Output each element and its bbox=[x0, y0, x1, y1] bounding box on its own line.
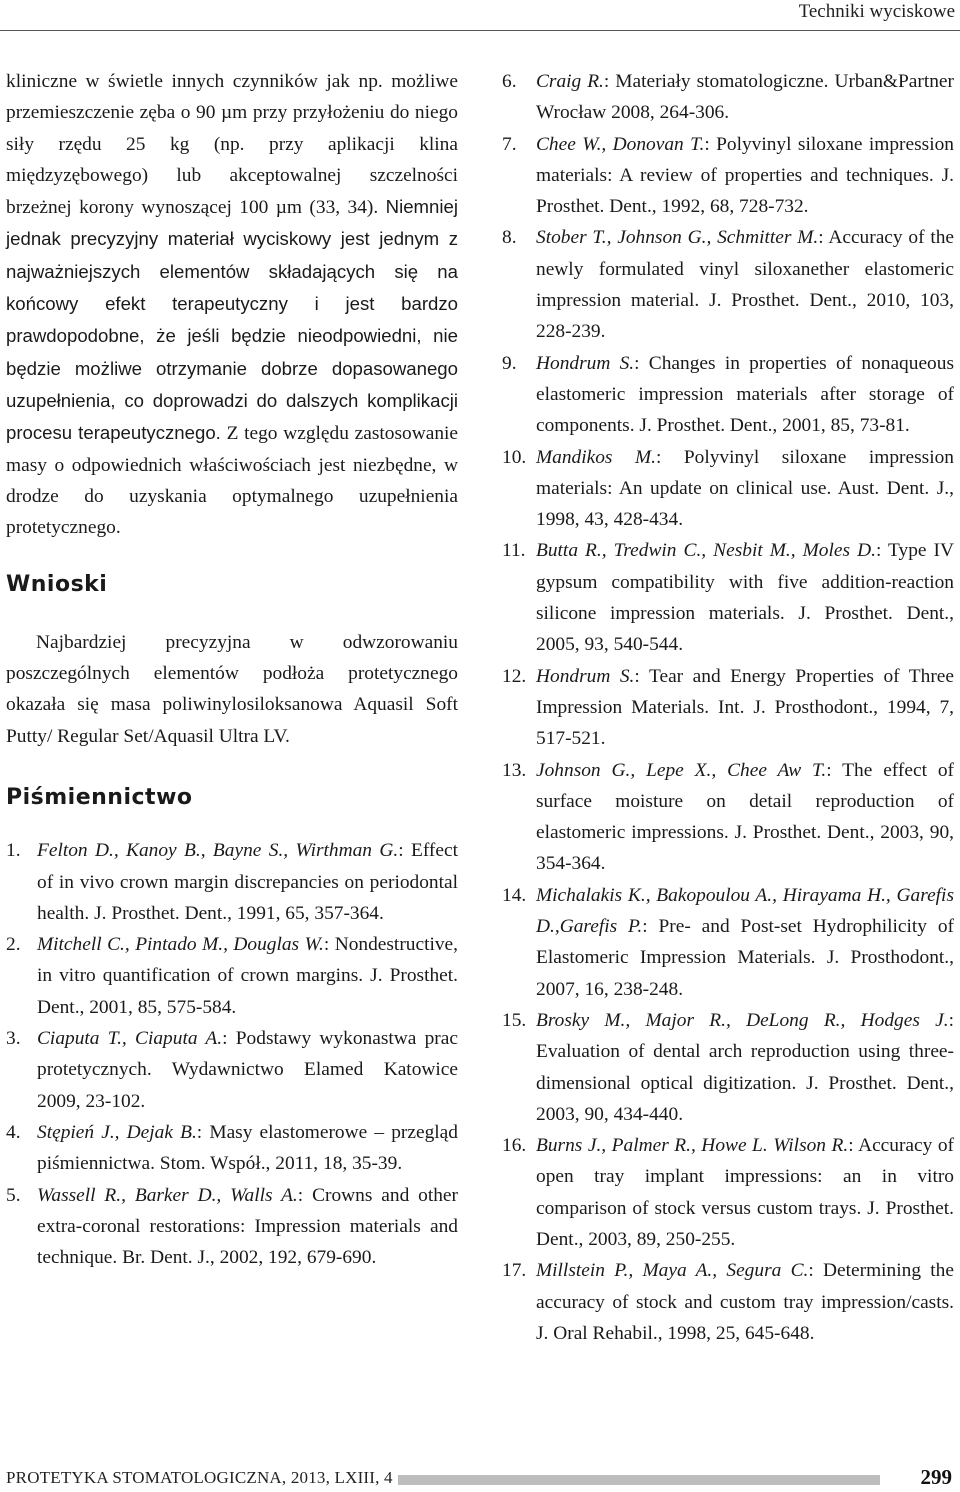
reference-item: 16. Burns J., Palmer R., Howe L. Wilson R.: Accuracy of open tray implant impressions: an in vitro comparison of stock versus custom trays. J. Prosthet. Dent., 2003, 89, 250-255. bbox=[502, 1130, 954, 1255]
reference-authors: Hondrum S. bbox=[536, 352, 635, 374]
reference-number: 5. bbox=[6, 1184, 21, 1206]
reference-text: Podstawy wykonastwa prac protetycznych. Wydawnictwo Elamed Katowice 2009, 23-102. bbox=[37, 1028, 458, 1112]
reference-item: 14. Michalakis K., Bakopoulou A., Hirayama H., Garefis D.,Garefis P.: Pre- and Post-set Hydrophilicity of Elastomeric Impression Materials. J. Prosthodont., 2007, 16, 238-248. bbox=[502, 880, 954, 1005]
header-rule bbox=[0, 30, 960, 31]
page-number: 299 bbox=[920, 1465, 952, 1489]
reference-text: Masy elastomerowe – przegląd piśmiennictwa. Stom. Współ., 2011, 18, 35-39. bbox=[37, 1121, 458, 1175]
reference-item: 4. Stępień J., Dejak B.: Masy elastomerowe – przegląd piśmiennictwa. Stom. Współ., 2011, 18, 35-39. bbox=[6, 1117, 458, 1180]
reference-authors: Michalakis K., Bakopoulou A., Hirayama H., Garefis D.,Garefis P. bbox=[536, 884, 954, 938]
reference-number: 11. bbox=[502, 540, 526, 562]
reference-item: 1. Felton D., Kanoy B., Bayne S., Wirthman G.: Effect of in vivo crown margin discrepancies on periodontal health. J. Prosthet. Dent., 1991, 65, 357-364. bbox=[6, 835, 458, 929]
reference-authors: Mitchell C., Pintado M., Douglas W. bbox=[37, 934, 324, 956]
body-text: Z tego względu zastosowanie masy o odpowiednich właściwościach jest niezbędne, w drodze do uzyskania optymalnego uzupełnienia protetycznego. bbox=[6, 423, 459, 539]
reference-list-left bbox=[6, 835, 458, 1273]
reference-item: 13. Johnson G., Lepe X., Chee Aw T.: The effect of surface moisture on detail reproduction of elastomeric impressions. J. Prosthet. Dent., 2003, 90, 354-364. bbox=[502, 755, 954, 880]
reference-number: 7. bbox=[502, 133, 517, 155]
reference-item: 5. Wassell R., Barker D., Walls A.: Crowns and other extra-coronal restorations: Impression materials and technique. Br. Dent. J., 2002, 192, 679-690. bbox=[6, 1180, 458, 1274]
reference-text: Tear and Energy Properties of Three Impression Materials. Int. J. Prosthodont., 1994, 7, 517-521. bbox=[536, 665, 954, 750]
footer-bar bbox=[398, 1475, 880, 1485]
conclusions-heading: Wnioski bbox=[6, 572, 108, 598]
reference-text: Evaluation of dental arch reproduction using three-dimensional optical digitization. J. Prosthet. Dent., 2003, 90, 434-440. bbox=[536, 1041, 954, 1125]
reference-authors: Mandikos M. bbox=[536, 446, 656, 468]
reference-item: 8. Stober T., Johnson G., Schmitter M.: Accuracy of the newly formulated vinyl siloxanether elastomeric impression material. J. Prosthet. Dent., 2010, 103, 228-239. bbox=[502, 222, 954, 347]
reference-number: 17. bbox=[502, 1260, 527, 1282]
reference-number: 10. bbox=[502, 446, 527, 468]
reference-number: 9. bbox=[502, 352, 517, 374]
body-text: kliniczne w świetle innych czynników jak np. możliwe przemieszczenie zęba o 90 µm przy przyłożeniu do niego siły rzędu 25 kg (np. przy aplikacji klina międzyzębowego) lub akceptowalnej szczelności brzeżnej korony wynoszącej 100 µm (33, 34). bbox=[6, 71, 458, 219]
reference-number: 16. bbox=[502, 1135, 527, 1157]
reference-authors: Hondrum S. bbox=[536, 665, 635, 687]
reference-item: 9. Hondrum S.: Changes in properties of nonaqueous elastomeric impression materials after storage of components. J. Prosthet. Dent., 2001, 85, 73-81. bbox=[502, 348, 954, 442]
right-column bbox=[502, 66, 954, 1349]
reference-number: 6. bbox=[502, 71, 517, 92]
left-column bbox=[6, 66, 458, 1273]
reference-authors: Felton D., Kanoy B., Bayne S., Wirthman G. bbox=[37, 840, 399, 862]
reference-text: Crowns and other extra-coronal restorations: Impression materials and technique. Br. Dent. J., 2002, 192, 679-690. bbox=[37, 1184, 458, 1269]
reference-item: 6. Craig R.: Materiały stomatologiczne. Urban&Partner Wrocław 2008, 264-306. bbox=[502, 66, 954, 129]
reference-item: 11. Butta R., Tredwin C., Nesbit M., Moles D.: Type IV gypsum compatibility with five addition-reaction silicone impression materials. J. Prosthet. Dent., 2005, 93, 540-544. bbox=[502, 535, 954, 660]
reference-authors: Brosky M., Major R., DeLong R., Hodges J. bbox=[536, 1009, 949, 1031]
reference-number: 3. bbox=[6, 1028, 21, 1050]
reference-text: Accuracy of open tray implant impressions: an in vitro comparison of stock versus custom trays. J. Prosthet. Dent., 2003, 89, 250-255. bbox=[536, 1135, 955, 1250]
reference-item: 10. Mandikos M.: Polyvinyl siloxane impression materials: An update on clinical use. Aust. Dent. J., 1998, 43, 428-434. bbox=[502, 442, 954, 536]
reference-authors: Ciaputa T., Ciaputa A. bbox=[37, 1028, 223, 1050]
reference-authors: Butta R., Tredwin C., Nesbit M., Moles D. bbox=[536, 540, 876, 562]
reference-authors: Stober T., Johnson G., Schmitter M. bbox=[536, 227, 819, 249]
reference-number: 14. bbox=[502, 884, 527, 906]
reference-item: 2. Mitchell C., Pintado M., Douglas W.: Nondestructive, in vitro quantification of crown margins. J. Prosthet. Dent., 2001, 85, 575-584. bbox=[6, 929, 458, 1023]
reference-text: The effect of surface moisture on detail reproduction of elastomeric impressions. J. Prosthet. Dent., 2003, 90, 354-364. bbox=[536, 759, 955, 875]
reference-text: Accuracy of the newly formulated vinyl siloxanether elastomeric impression material. J. Prosthet. Dent., 2010, 103, 228-239. bbox=[536, 227, 955, 343]
reference-item: 17. Millstein P., Maya A., Segura C.: Determining the accuracy of stock and custom tray impression/casts. J. Oral Rehabil., 1998, 25, 645-648. bbox=[502, 1255, 954, 1349]
reference-text: Effect of in vivo crown margin discrepancies on periodontal health. J. Prosthet. Dent., 1991, 65, 357-364. bbox=[37, 840, 458, 924]
body-paragraph bbox=[6, 66, 458, 543]
reference-authors: Johnson G., Lepe X., Chee Aw T. bbox=[536, 759, 827, 781]
reference-number: 12. bbox=[502, 665, 527, 687]
reference-item: 3. Ciaputa T., Ciaputa A.: Podstawy wykonastwa prac protetycznych. Wydawnictwo Elamed Katowice 2009, 23-102. bbox=[6, 1023, 458, 1117]
reference-item: 7. Chee W., Donovan T.: Polyvinyl siloxane impression materials: A review of properties and techniques. J. Prosthet. Dent., 1992, 68, 728-732. bbox=[502, 129, 954, 223]
reference-authors: Chee W., Donovan T. bbox=[536, 133, 705, 155]
reference-text: Type IV gypsum compatibility with five addition-reaction silicone impression materials. J. Prosthet. Dent., 2005, 93, 540-544. bbox=[536, 540, 954, 656]
reference-text: Determining the accuracy of stock and custom tray impression/casts. J. Oral Rehabil., 1998, 25, 645-648. bbox=[536, 1260, 954, 1344]
reference-number: 4. bbox=[6, 1121, 21, 1143]
reference-text: Changes in properties of nonaqueous elastomeric impression materials after storage of components. J. Prosthet. Dent., 2001, 85, 73-81. bbox=[536, 352, 954, 437]
journal-footer: PROTETYKA STOMATOLOGICZNA, 2013, LXIII, 4 bbox=[6, 1468, 393, 1487]
reference-text: Polyvinyl siloxane impression materials: An update on clinical use. Aust. Dent. J., 1998, 43, 428-434. bbox=[536, 446, 954, 531]
running-title: Techniki wyciskowe bbox=[798, 1, 955, 22]
conclusions-paragraph: Najbardziej precyzyjna w odwzorowaniu poszczególnych elementów podłoża protetycznego okazała się masa poliwinylosiloksanowa Aquasil Soft Putty/ Regular Set/Aquasil Ultra LV. bbox=[6, 631, 458, 747]
reference-number: 1. bbox=[6, 840, 21, 862]
reference-authors: Stępień J., Dejak B. bbox=[37, 1121, 197, 1143]
reference-item: 12. Hondrum S.: Tear and Energy Properties of Three Impression Materials. Int. J. Prosthodont., 1994, 7, 517-521. bbox=[502, 661, 954, 755]
reference-number: 15. bbox=[502, 1009, 527, 1031]
reference-text: Pre- and Post-set Hydrophilicity of Elastomeric Impression Materials. J. Prosthodont., 2007, 16, 238-248. bbox=[536, 916, 954, 1000]
reference-text: Polyvinyl siloxane impression materials: A review of properties and techniques. J. Prosthet. Dent., 1992, 68, 728-732. bbox=[536, 133, 954, 218]
reference-authors: Millstein P., Maya A., Segura C. bbox=[536, 1260, 809, 1282]
reference-item: 15. Brosky M., Major R., DeLong R., Hodges J.: Evaluation of dental arch reproduction using three-dimensional optical digitization. J. Prosthet. Dent., 2003, 90, 434-440. bbox=[502, 1005, 954, 1130]
reference-authors: Wassell R., Barker D., Walls A. bbox=[37, 1184, 298, 1206]
reference-number: 8. bbox=[502, 227, 517, 249]
body-text-sans: Niemniej jednak precyzyjny materiał wyciskowy jest jednym z najważniejszych elementów składających się na końcowy efekt terapeutyczny i jest bardzo prawdopodobne, że jeśli będzie nieodpowiedni, nie będzie możliwe otrzymanie dobrze dopasowanego uzupełnienia, co doprowadzi do dalszych komplikacji procesu terapeutycznego. bbox=[6, 196, 458, 444]
reference-number: 13. bbox=[502, 759, 527, 781]
references-heading: Piśmiennictwo bbox=[6, 784, 193, 810]
reference-text: Nondestructive, in vitro quantification of crown margins. J. Prosthet. Dent., 2001, 85, 575-584. bbox=[37, 934, 458, 1018]
reference-number: 2. bbox=[6, 934, 21, 956]
reference-text: Materiały stomatologiczne. Urban&Partner Wrocław 2008, 264-306. bbox=[536, 71, 954, 124]
reference-list-right bbox=[502, 66, 954, 1349]
reference-authors: Craig R. bbox=[536, 71, 604, 92]
reference-authors: Burns J., Palmer R., Howe L. Wilson R. bbox=[536, 1135, 849, 1157]
